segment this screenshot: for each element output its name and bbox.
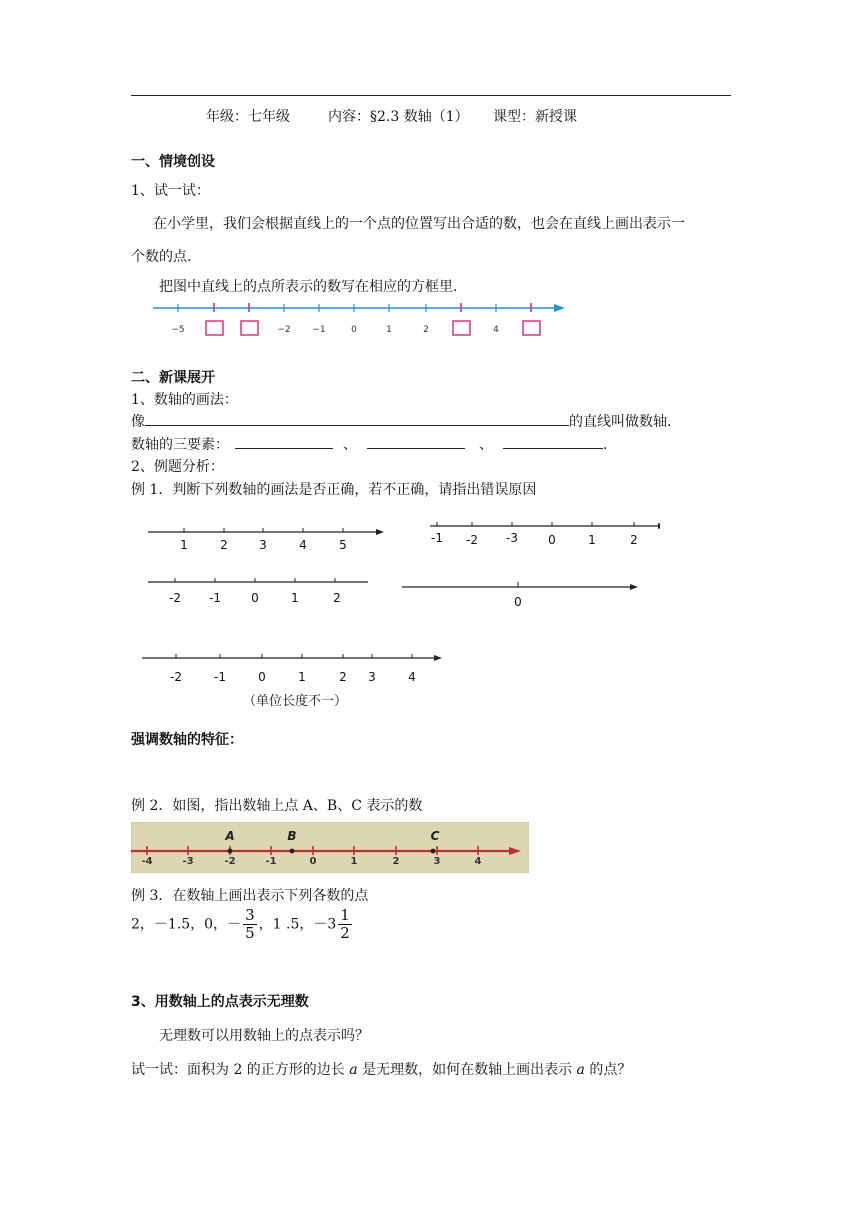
period: .	[603, 437, 608, 453]
tick-label: 3	[368, 670, 376, 684]
definition-line	[131, 411, 671, 431]
example3-text: 例 3．在数轴上画出表示下列各数的点	[131, 888, 369, 904]
tick-label: 2	[423, 325, 429, 335]
tick-label: -2	[224, 856, 236, 867]
section1-title: 一、情境创设	[131, 154, 215, 170]
header-rule	[131, 95, 731, 96]
tick-label: 4	[408, 670, 416, 684]
section1-instruction: 把图中直线上的点所表示的数写在相应的方框里.	[159, 279, 458, 295]
section2-item1: 1、数轴的画法：	[131, 392, 238, 408]
axis-a	[148, 528, 384, 552]
axis-c	[148, 578, 368, 605]
tick-label: 1	[350, 856, 358, 867]
tick-label: 0	[351, 325, 357, 335]
header-content: 内容：§2.3 数轴（1）	[328, 109, 469, 125]
answer-box	[523, 321, 540, 335]
section1-para-line1: 在小学里，我们会根据直线上的一个点的位置写出合适的数，也会在直线上画出表示一	[153, 216, 685, 232]
tick-label: 2	[220, 538, 228, 552]
section3-question: 无理数可以用数轴上的点表示吗？	[159, 1028, 369, 1044]
tick-label: −1	[312, 325, 326, 335]
section3-try-it: 试一试：面积为 2 的正方形的边长 a 是无理数，如何在数轴上画出表示 a 的点？	[131, 1062, 632, 1078]
tick-label: 0	[514, 595, 522, 609]
three-elements-prefix: 数轴的三要素：	[131, 437, 229, 453]
element-blank-3[interactable]	[503, 434, 603, 449]
definition-blank[interactable]	[145, 411, 569, 426]
number-list-part: 2，－1.5，0，－	[131, 916, 242, 933]
tick-label: -2	[466, 533, 478, 547]
unequal-units-note: （单位长度不一）	[242, 694, 348, 709]
example3-number-list	[131, 907, 354, 942]
three-elements-line	[131, 434, 607, 454]
tick-label: 1	[291, 591, 299, 605]
example1-figures	[140, 518, 660, 718]
section2-item2: 2、例题分析：	[131, 459, 224, 475]
tick-label: 1	[180, 538, 188, 552]
axis-b	[430, 522, 660, 547]
separator: 、	[343, 437, 357, 453]
tick-label: -1	[209, 591, 221, 605]
definition-suffix: 的直线叫做数轴.	[569, 414, 672, 430]
axis-e	[142, 654, 442, 709]
header-lesson-type: 课型：新授课	[493, 109, 577, 125]
point-b	[290, 849, 295, 854]
tick-label: 2	[630, 533, 638, 547]
answer-box	[206, 321, 223, 335]
point-c	[431, 849, 436, 854]
tick-label: 2	[339, 670, 347, 684]
point-label: B	[287, 829, 297, 843]
answer-box	[241, 321, 258, 335]
tick-label: -2	[169, 591, 181, 605]
point-a	[228, 849, 233, 854]
point-label: C	[430, 829, 440, 843]
tick-label: -3	[182, 856, 194, 867]
element-blank-1[interactable]	[235, 434, 333, 449]
example2-text: 例 2．如图，指出数轴上点 A、B、C 表示的数	[131, 798, 423, 814]
separator: 、	[479, 437, 493, 453]
section2-title: 二、新课展开	[131, 370, 215, 386]
point-label: A	[225, 829, 235, 843]
tick-label: 0	[258, 670, 266, 684]
tick-label: 4	[493, 325, 499, 335]
tick-label: 4	[299, 538, 307, 552]
tick-label: 4	[474, 856, 482, 867]
element-blank-2[interactable]	[367, 434, 465, 449]
tick-label: 3	[433, 856, 441, 867]
tick-label: 0	[251, 591, 259, 605]
tick-label: 2	[333, 591, 341, 605]
section1-number-line	[145, 298, 575, 342]
tick-label: -1	[431, 531, 443, 545]
tick-label: 1	[588, 533, 596, 547]
tick-label: 1	[386, 325, 392, 335]
tick-label: 1	[298, 670, 306, 684]
variable-a: a	[349, 1062, 358, 1078]
header-grade: 年级：七年级	[206, 109, 290, 125]
example1-text: 例 1．判断下列数轴的画法是否正确，若不正确，请指出错误原因	[131, 482, 537, 498]
section3-title: 3、用数轴上的点表示无理数	[131, 994, 309, 1010]
fraction-three-fifths: $\frac{3}{5}$	[245, 906, 255, 942]
fraction-one-half: $\frac{1}{2}$	[340, 906, 350, 942]
tick-label: 5	[339, 538, 347, 552]
tick-label: -4	[141, 856, 153, 867]
number-list-part: ，1 .5，－3	[258, 916, 337, 933]
tick-label: 3	[259, 538, 267, 552]
tick-label: 0	[309, 856, 317, 867]
section1-item1: 1、试一试：	[131, 183, 210, 199]
axis-arrow	[554, 304, 565, 312]
tick-label: -3	[506, 531, 518, 545]
tick-label: -2	[170, 670, 182, 684]
answer-box	[453, 321, 470, 335]
definition-prefix: 像	[131, 414, 145, 430]
example2-photo-axis	[131, 822, 529, 873]
tick-label: -1	[265, 856, 277, 867]
section1-para-line2: 个数的点.	[131, 249, 192, 265]
axis-d	[402, 582, 638, 609]
variable-a: a	[576, 1062, 585, 1078]
tick-label: −2	[277, 325, 291, 335]
tick-label: -1	[214, 670, 226, 684]
tick-label: −5	[171, 325, 185, 335]
tick-label: 0	[548, 533, 556, 547]
tick-label: 2	[392, 856, 400, 867]
emphasis-text: 强调数轴的特征：	[131, 732, 243, 748]
